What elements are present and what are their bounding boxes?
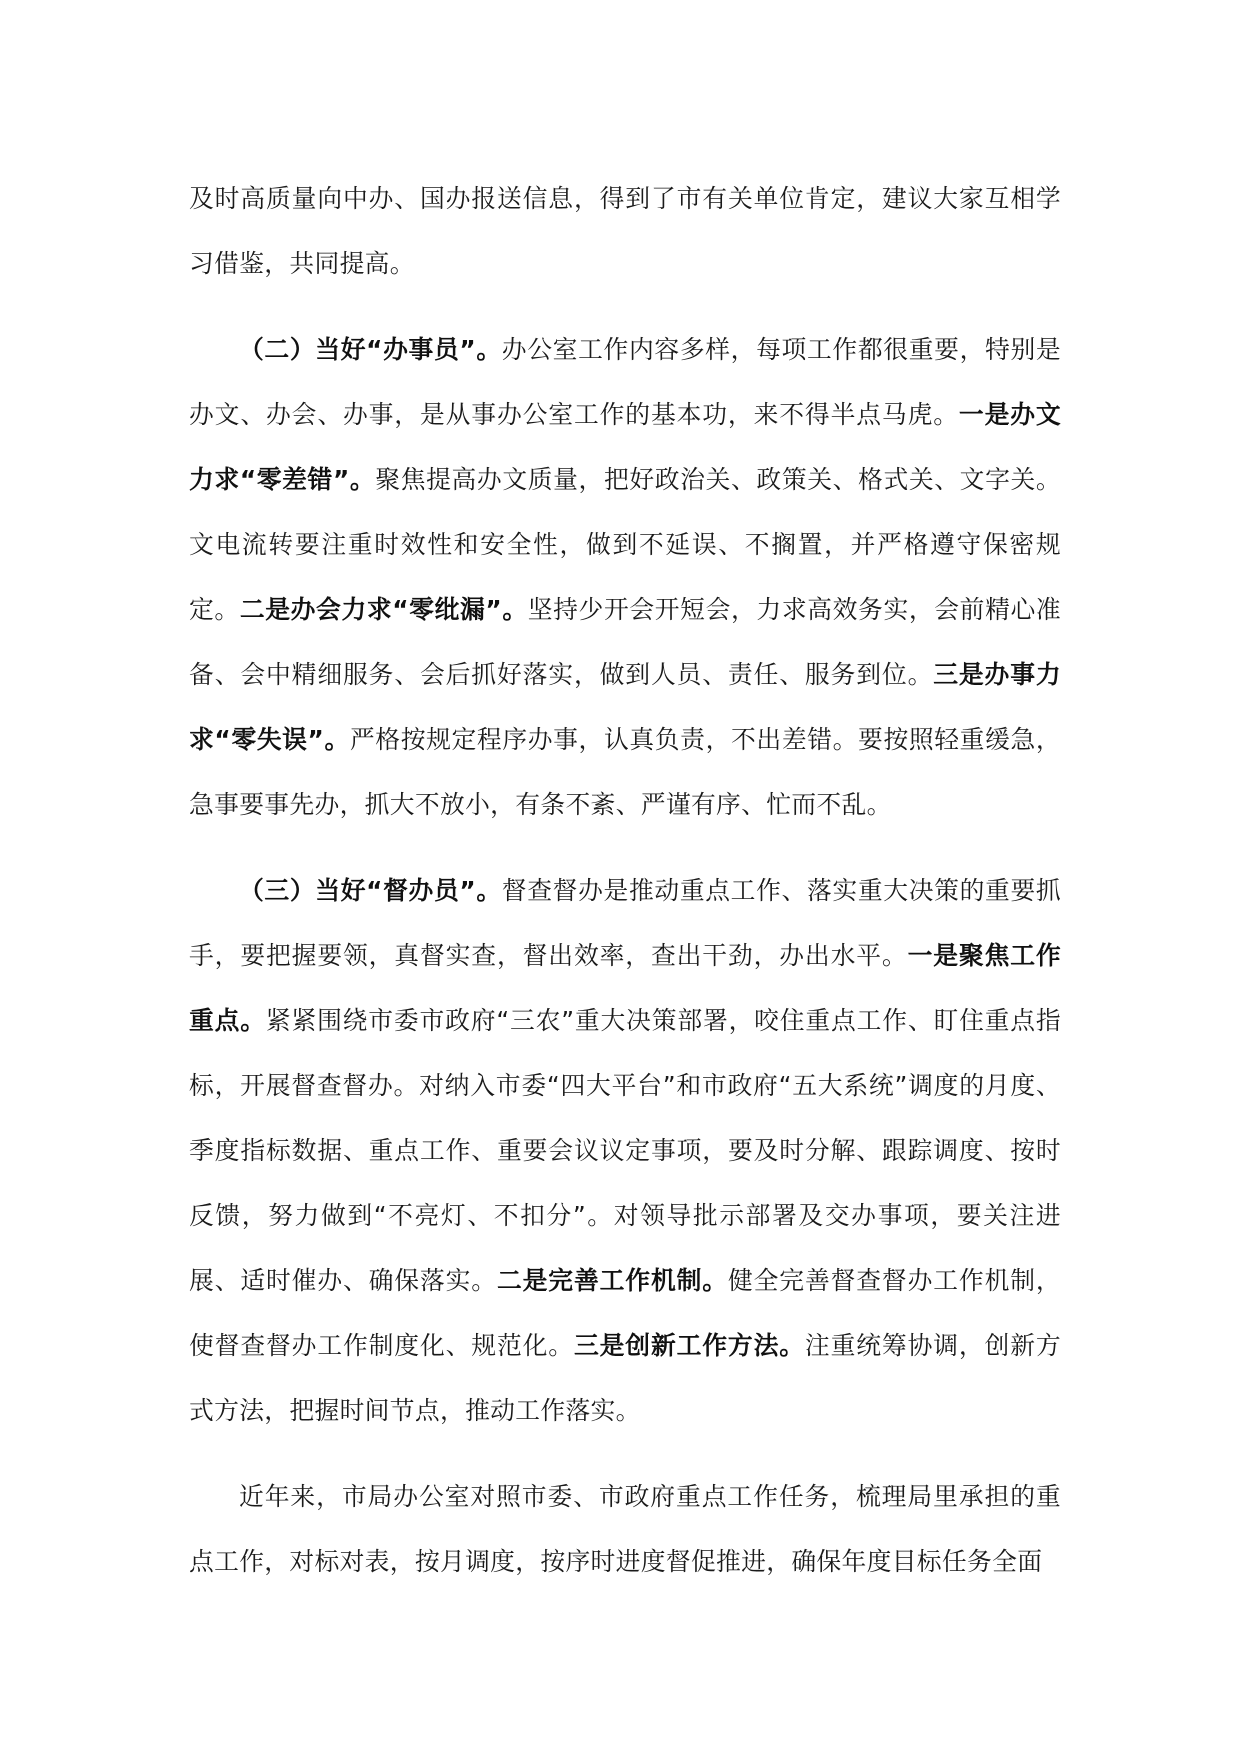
text-run: 紧紧围绕市委市政府“三农”重大决策部署，咬住重点工作、盯住重点指标，开展督查督办。对纳入市委“四大平台”和市政府“五大系统”调度的月度、季度指标数据、重点工作、重要会议议定事项，要及时分解、跟踪调度、按时反馈，努力做到“不亮灯、不扣分”。对领导批示部署及交办事项，要关注进展、适时催办、确保落实。 <box>189 1006 1062 1295</box>
paragraph-recent-years <box>189 1464 1061 1594</box>
paragraph-continuation <box>189 166 1061 296</box>
section-heading: （二）当好“办事员”。 <box>239 335 502 364</box>
section-heading: （三）当好“督办员”。 <box>239 876 502 905</box>
document-body <box>189 166 1061 1594</box>
text-run: 及时高质量向中办、国办报送信息，得到了市有关单位肯定，建议大家互相学习借鉴，共同提高。 <box>189 184 1061 278</box>
paragraph-dubanyuan <box>189 858 1061 1443</box>
point-heading: 二是办会力求“零纰漏”。 <box>239 595 528 624</box>
point-heading: 一是办文力求“零差错”。 <box>189 400 1061 494</box>
text-run: 注重统筹协调，创新方式方法，把握时间节点，推动工作落实。 <box>189 1331 1061 1425</box>
text-run: 办公室工作内容多样，每项工作都很重要，特别是办文、办会、办事，是从事办公室工作的基本功，来不得半点马虎。 <box>189 335 1061 429</box>
point-heading: 三是创新工作方法。 <box>573 1331 805 1360</box>
text-run: 健全完善督查督办工作机制，使督查督办工作制度化、规范化。 <box>189 1266 1062 1360</box>
text-run: 严格按规定程序办事，认真负责，不出差错。要按照轻重缓急，急事要事先办，抓大不放小，有条不紊、严谨有序、忙而不乱。 <box>189 725 1062 819</box>
point-heading: 三是办事力求“零失误”。 <box>189 660 1061 754</box>
text-run: 督查督办是推动重点工作、落实重大决策的重要抓手，要把握要领，真督实查，督出效率，查出干劲，办出水平。 <box>189 876 1061 970</box>
paragraph-banshiyuan <box>189 317 1061 837</box>
point-heading: 二是完善工作机制。 <box>496 1266 728 1295</box>
text-run: 近年来，市局办公室对照市委、市政府重点工作任务，梳理局里承担的重点工作，对标对表，按月调度，按序时进度督促推进，确保年度目标任务全面 <box>189 1482 1061 1576</box>
text-run: 聚焦提高办文质量，把好政治关、政策关、格式关、文字关。文电流转要注重时效性和安全性，做到不延误、不搁置，并严格遵守保密规定。 <box>189 465 1062 624</box>
text-run: 坚持少开会开短会，力求高效务实，会前精心准备、会中精细服务、会后抓好落实，做到人员、责任、服务到位。 <box>189 595 1061 689</box>
point-heading: 一是聚焦工作重点。 <box>189 941 1061 1035</box>
